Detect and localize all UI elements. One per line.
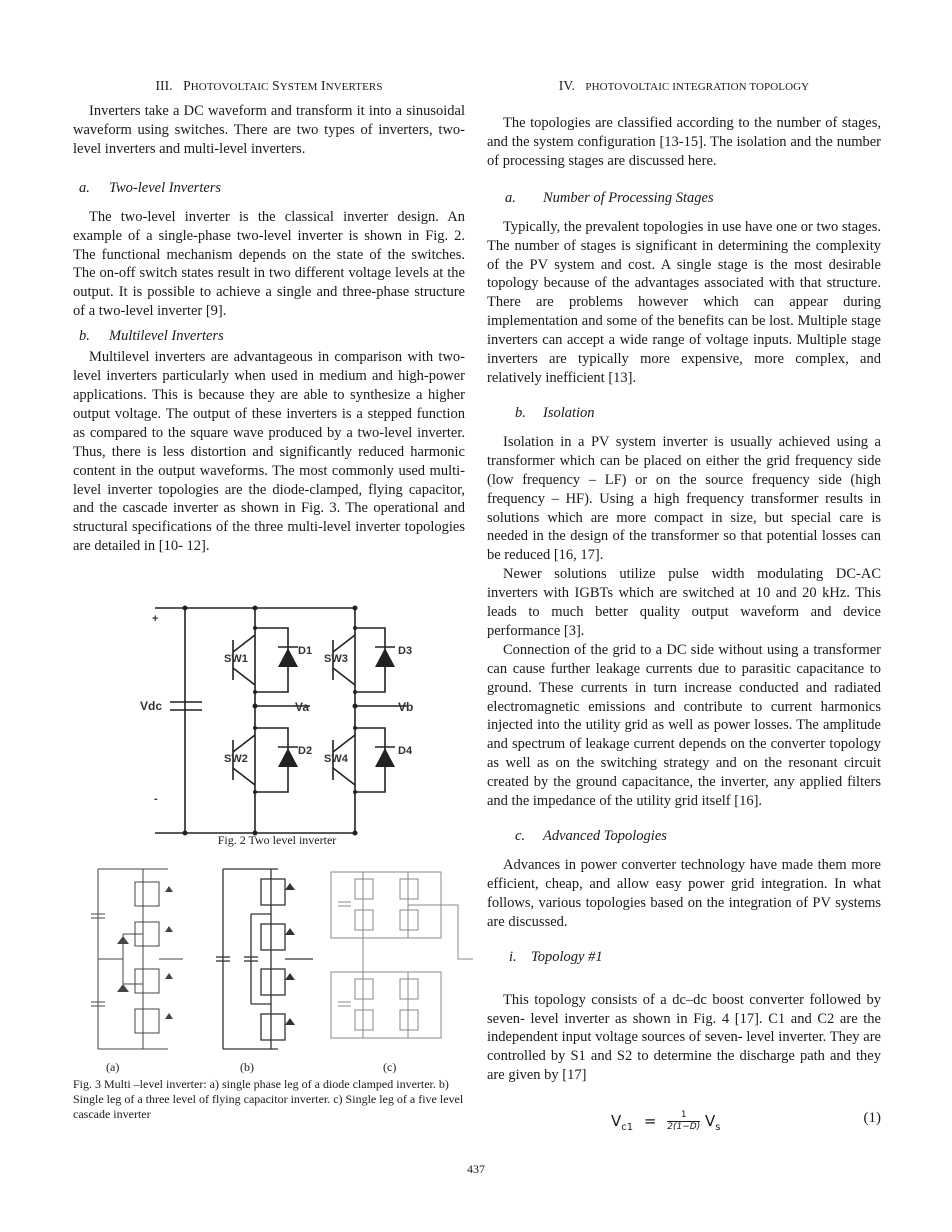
- d1-label: D1: [298, 645, 313, 657]
- topology-1-paragraph: This topology consists of a dc–dc boost converter followed by seven- level inverter as shown in Fig. 4 [17]. C1 and C2 are the independent input voltage sources of seven- level inverter. They are controlled by S1 and S2 to determine the discharge path and they are given by [17]: [487, 991, 881, 1084]
- fig2-caption: Fig. 2 Two level inverter: [217, 833, 337, 847]
- vdc-label: Vdc: [140, 699, 163, 713]
- fig3-label-a: (a): [106, 1060, 120, 1074]
- subheading-isolation: b. Isolation: [515, 404, 595, 421]
- isolation-paragraph-3: Connection of the grid to a DC side without using a transformer can cause further leakage currents due to parasitic capacitance to ground. These currents in turn increase conducted and radiated electromagnetic emissions and contribute to current harmonics injected into the utility grid as well as power losses. The amplitude and spectrum of leakage current depends on the converter topology as well as on the switching strategy and on the resonant circuit created by the ground capacitance, the inverter, any applied filters and the impedance of the utility grid itself [16].: [487, 641, 881, 810]
- left-column: [73, 78, 465, 556]
- sw3-label: SW3: [324, 653, 348, 665]
- subheading-processing-stages: a. Number of Processing Stages: [505, 189, 714, 206]
- two-level-paragraph: The two-level inverter is the classical inverter design. An example of a single-phase two-level inverter is shown in Fig. 2. The functional mechanism depends on the state of the switches. The on-off switch states result in two different voltage levels at the output. It is possible to achieve a single and three-phase structure of a two-level inverter [9].: [73, 208, 465, 320]
- fig3-label-c: (c): [383, 1060, 397, 1074]
- sw4-label: SW4: [324, 753, 348, 765]
- sw2-label: SW2: [224, 753, 248, 765]
- fig3-label-b: (b): [240, 1060, 254, 1074]
- sw1-label: SW1: [224, 653, 248, 665]
- va-label: Va: [295, 700, 310, 714]
- section-heading-iii: III. PHOTOVOLTAIC SYSTEM INVERTERS: [155, 78, 383, 93]
- right-column: [487, 78, 881, 1085]
- subheading-topology-1: i. Topology #1: [509, 948, 603, 965]
- subheading-multilevel: b. Multilevel Inverters: [79, 328, 224, 345]
- d4-label: D4: [398, 745, 413, 757]
- d3-label: D3: [398, 645, 413, 657]
- page-number: 437: [467, 1162, 485, 1176]
- plus-terminal-label: +: [152, 613, 159, 625]
- multilevel-paragraph: Multilevel inverters are advantageous in comparison with two-level inverters particularly when used in medium and high-power applications. This is because they are able to synthesize a higher output voltage. The output of these inverters is a stepped function as compared to the square wave produced by a two-level inverter. Thus, there is less distortion and significantly reduced harmonic content in the output waveforms. The most commonly used multi-level inverter topologies are the diode-clamped, flying capacitor, and the cascade inverter as shown in Fig. 3. The operational and structural specifications of the three multi-level inverter topologies are detailed in [10- 12].: [73, 349, 465, 555]
- subheading-advanced-topologies: c. Advanced Topologies: [515, 828, 667, 844]
- section-heading-iv: IV. PHOTOVOLTAIC INTEGRATION TOPOLOGY: [558, 78, 810, 93]
- isolation-paragraph-1: Isolation in a PV system inverter is usually achieved using a transformer which can be placed on either the grid frequency side (low frequency – LF) or on the source frequency side (high frequency – HF). Using a high frequency transformer results in solutions which are more compact in size, but special care is needed in the design of the transformer so that potential losses can be reduced [16, 17].: [487, 433, 881, 564]
- advanced-topologies-paragraph: Advances in power converter technology have made them more efficient, cheap, and allow easy power grid integration. In what follows, various topologies based on the integration of PV systems are discussed.: [487, 857, 881, 930]
- topologies-intro-paragraph: The topologies are classified according to the number of stages, and the system configuration [13-15]. The isolation and the number of processing stages are discussed here.: [487, 115, 881, 169]
- isolation-paragraph-2: Newer solutions utilize pulse width modulating DC-AC inverters with IGBTs which are switched at 10 and 20 kHz. This leads to much better quality output waveform and device performance [3].: [487, 566, 881, 639]
- equation-1: [487, 1108, 881, 1138]
- intro-paragraph: Inverters take a DC waveform and transform it into a sinusoidal waveform using switches. There are two types of inverters, two-level inverters and multi-level inverters.: [73, 103, 465, 157]
- equation-expression: $V_{c1}$ = $\frac{1}{2(1-D)}$ $V_s$: [611, 1110, 721, 1133]
- processing-stages-paragraph: Typically, the prevalent topologies in use have one or two stages. The number of stages is significant in determining the complexity of the PV system and cost. A single stage is the most desirable topology because of the advantages associated with that structure. There are problems however which can appear during implementation and some of the benefits can be lost. Multiple stage inverters can accept a wide range of voltage inputs. Multiple stage inverters are typically more expensive, more complex, and relatively inefficient [13].: [487, 218, 881, 386]
- d2-label: D2: [298, 745, 313, 757]
- fig2-two-level-inverter-diagram: [140, 600, 480, 840]
- minus-terminal-label: -: [154, 793, 158, 805]
- vb-label: Vb: [398, 700, 414, 714]
- subheading-two-level: a. Two-level Inverters: [79, 179, 222, 196]
- fig3-multilevel-inverter-diagrams: [73, 864, 473, 1054]
- equation-number: (1): [863, 1110, 881, 1126]
- fig3-caption: Fig. 3 Multi –level inverter: a) single phase leg of a diode clamped inverter. b) Single leg of a three level of flying capacitor inverter. c) Single leg of a five level cascade inverter: [73, 1077, 464, 1121]
